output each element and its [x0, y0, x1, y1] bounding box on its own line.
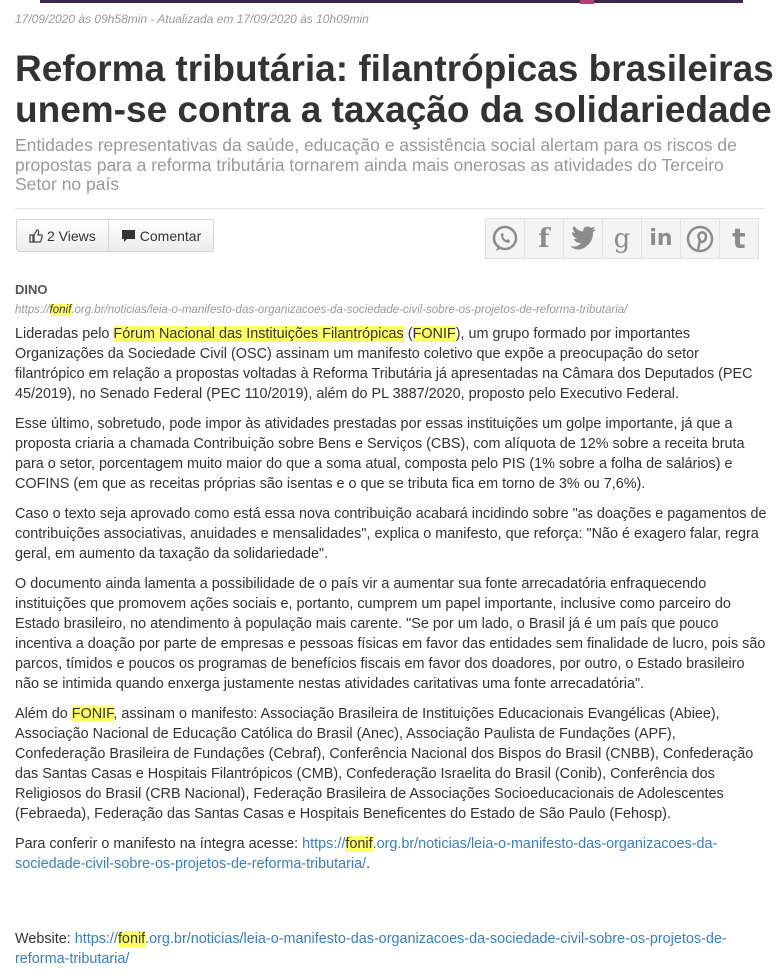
p1-text-c: ), um grupo formado por importantes Organizações da Sociedade Civil (OSC) assinam um manifesto coletivo que expõe a preocupação do setor filantrópico em relação a propostas voltadas à Reforma Tributária já apresentadas na Câmara dos Deputados (PEC 45/2019), no Senado Federal (PEC 110/2019), além do PL 3887/2020, proposto pelo Executivo Federal. [15, 326, 753, 402]
paragraph-2: Esse último, sobretudo, pode impor às atividades prestadas por essas instituições um golpe importante, já que a proposta criaria a chamada Contribuição sobre Bens e Serviços (CBS), com alíquota de 12% sobre a receita bruta para o setor, porcentagem muito maior do que a soma atual, composta pelo PIS (1% sobre a folha de salários) e COFINS (em que as receitas próprias são isentas e o que se tributa fica em torno de 3% ou 7,6%). [15, 416, 745, 492]
p1-text-b: ( [403, 326, 413, 342]
share-pinterest-button[interactable] [680, 218, 720, 259]
article-title: Reforma tributária: filantrópicas brasileiras unem-se contra a taxação da solidariedade [15, 48, 774, 130]
source-url-prefix: https:// [15, 304, 50, 316]
website-link-prefix: https:// [74, 931, 118, 947]
website-link-highlight: fonif [117, 931, 146, 947]
thumbs-up-icon [29, 229, 43, 243]
article-body [15, 324, 770, 884]
facebook-icon: f [538, 223, 550, 254]
source-url-highlight: fonif [49, 304, 72, 316]
twitter-icon [568, 226, 598, 252]
website-link-suffix: .org.br/noticias/leia-o-manifesto-das-organizacoes-da-sociedade-civil-sobre-os-projetos-de-reforma-tributaria/ [15, 931, 727, 967]
article-source: DINO [15, 282, 48, 297]
linkedin-icon: in [649, 226, 673, 251]
manifesto-link-highlight: fonif [345, 836, 373, 852]
share-bar [485, 218, 759, 259]
website-label: Website: [15, 931, 75, 947]
article-subtitle: Entidades representativas da saúde, educação e assistência social alertam para os riscos de propostas para a reforma tributária tornarem ainda mais onerosas as atividades do Terceiro Setor no país [15, 135, 737, 194]
views-button[interactable] [17, 220, 108, 251]
comment-label: Comentar [139, 227, 202, 244]
top-accent-bar [40, 0, 743, 3]
paragraph-3: Caso o texto seja aprovado como está essa nova contribuição acabará incidindo sobre "as doações e pagamentos de contribuições associativas, anuidades e mensalidades", explica o manifesto, que reforça: "Não é exagero falar, regra geral, em aumento da taxação da solidariedade". [15, 506, 767, 562]
p6-text-a: Para conferir o manifesto na íntegra acesse: [15, 836, 303, 852]
share-tumblr-button[interactable] [719, 218, 759, 259]
article-dateline: 17/09/2020 às 09h58min - Atualizada em 17/09/2020 às 10h09min [15, 12, 369, 26]
p5-text-a: Além do [15, 706, 72, 722]
p1-highlight-forum: Fórum Nacional das Instituições Filantrópicas [113, 326, 404, 342]
p1-text-a: Lideradas pelo [15, 326, 114, 342]
comment-button[interactable] [108, 220, 213, 251]
source-url-suffix: .org.br/noticias/leia-o-manifesto-das-organizacoes-da-sociedade-civil-sobre-os-projetos-de-reforma-tributaria/ [71, 304, 628, 316]
tumblr-icon: t [732, 222, 746, 255]
manifesto-link-suffix: .org.br/noticias/leia-o-manifesto-das-organizacoes-da-sociedade-civil-sobre-os-projetos-de-reforma-tributaria/ [15, 836, 718, 872]
divider [15, 208, 765, 209]
views-label: 2 Views [47, 227, 96, 244]
share-google-button[interactable] [602, 218, 642, 259]
website-line [15, 929, 770, 969]
paragraph-5 [15, 704, 770, 824]
comment-icon [121, 229, 136, 243]
share-whatsapp-button[interactable] [485, 218, 525, 259]
paragraph-1 [15, 324, 770, 404]
share-linkedin-button[interactable] [641, 218, 681, 259]
google-icon: g [613, 223, 631, 254]
pinterest-icon [685, 224, 715, 254]
p5-text-b: , assinam o manifesto: Associação Brasileira de Instituições Educacionais Evangélicas (Abiee), Associação Nacional de Educação Católica do Brasil (Anec), Associação Paulista de Fundações (APF), Confederação Brasileira de Fundações (Cebraf), Conferência Nacional dos Bispos do Brasil (CNBB), Confederação das Santas Casas e Hospitais Filantrópicos (CMB), Confederação Israelita do Brasil (Conib), Conferência dos Religiosos do Brasil (CRB Nacional), Federação Brasileira de Associações Socioeducacionais de Adolescentes (Febraeda), Federação das Santas Casas e Hospitais Beneficentes do Estado de São Paulo (Fehosp). [15, 706, 754, 822]
share-twitter-button[interactable] [563, 218, 603, 259]
p1-highlight-fonif: FONIF [412, 326, 456, 342]
paragraph-4: O documento ainda lamenta a possibilidade de o país vir a aumentar sua fonte arrecadatória enfraquecendo instituições que promovem ações sociais e, portanto, cumprem um papel importante, inclusive como parceiro do Estado brasileiro, no atendimento à população mais carente. "Se por um lado, o Brasil já é um país que pouco incentiva a doação por parte de empresas e pessoas físicas em favor das entidades sem finalidade de lucro, pois são parcos, tímidos e poucos os programas de benefícios fiscais em favor dos doadores, por outro, o Estado brasileiro não se intimida quando enxerga justamente nestas atividades caritativas uma fonte arrecadatória". [15, 576, 766, 692]
source-url[interactable] [15, 304, 627, 316]
share-facebook-button[interactable] [524, 218, 564, 259]
p6-end: . [366, 856, 371, 872]
p5-highlight-fonif: FONIF [71, 706, 114, 722]
article-actions [16, 219, 214, 252]
top-accent-marker [580, 0, 594, 4]
website-link[interactable] [15, 931, 727, 967]
paragraph-6 [15, 834, 770, 874]
whatsapp-icon [490, 224, 520, 254]
manifesto-link-prefix: https:// [302, 836, 346, 852]
